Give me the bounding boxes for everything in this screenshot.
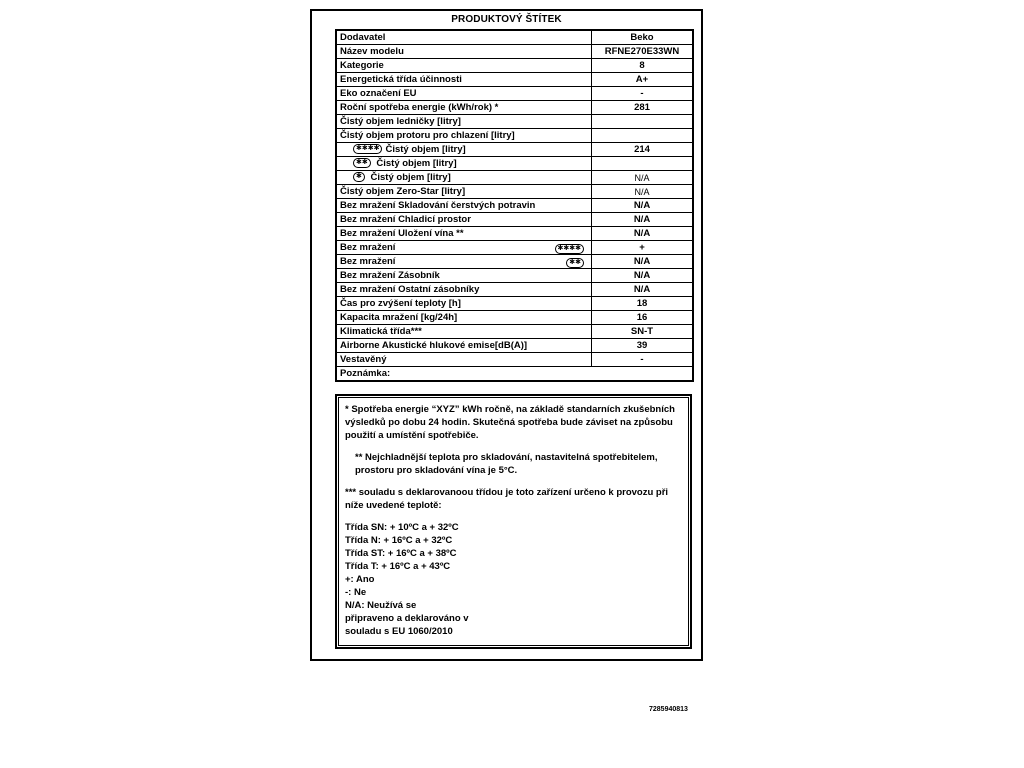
row-label: Poznámka: [337, 367, 693, 381]
table-row [337, 297, 693, 311]
document-code: 7285940813 [649, 706, 688, 713]
note-energy: * Spotřeba energie “XYZ” kWh ročně, na základě standarních zkušebních výsledků po dobu 24 hodin. Skutečná spotřeba bude záviset na způsobu použití a umístění spotřebiče. [345, 404, 675, 441]
row-label: Čistý objem [litry] [370, 171, 451, 183]
row-value [592, 129, 693, 143]
row-label: Bez mražení [340, 255, 396, 267]
row-label: Bez mražení Uložení vína ** [337, 227, 592, 241]
row-label: Klimatická třída*** [337, 325, 592, 339]
table-row [337, 115, 693, 129]
table-row [337, 157, 693, 171]
one-star-icon: ✱ [353, 172, 365, 182]
row-label: Čistý objem protoru pro chlazení [litry] [337, 129, 592, 143]
row-label: Čistý objem [litry] [376, 157, 457, 169]
spec-table [335, 29, 694, 382]
row-value: 18 [592, 297, 693, 311]
row-value: N/A [592, 255, 693, 269]
note-line: -: Ne [345, 587, 367, 598]
table-row [337, 101, 693, 115]
row-value: N/A [592, 171, 693, 185]
row-value: - [592, 87, 693, 101]
row-label: Kategorie [337, 59, 592, 73]
table-row [337, 213, 693, 227]
product-label-sheet [310, 9, 703, 661]
row-label-cell [337, 143, 592, 157]
note-line: +: Ano [345, 574, 375, 585]
row-label: Vestavěný [337, 353, 592, 367]
table-row [337, 199, 693, 213]
row-value: SN-T [592, 325, 693, 339]
row-value: 8 [592, 59, 693, 73]
row-label: Čistý objem Zero-Star [litry] [337, 185, 592, 199]
table-row [337, 269, 693, 283]
note-line: N/A: Neužívá se [345, 600, 417, 611]
table-row [337, 339, 693, 353]
table-row [337, 227, 693, 241]
table-row [337, 311, 693, 325]
note-line: souladu s EU 1060/2010 [345, 626, 453, 637]
row-value: - [592, 353, 693, 367]
label-title: PRODUKTOVÝ ŠTÍTEK [451, 14, 562, 25]
row-label: Bez mražení [340, 241, 396, 253]
note-line: Třída SN: + 10ºC a + 32ºC [345, 522, 459, 533]
note-climate: *** souladu s deklarovanoou třídou je toto zařízení určeno k provozu při níže uvedené teplotě: [345, 487, 669, 511]
note-line: Třída T: + 16ºC a + 43ºC [345, 561, 451, 572]
table-row [337, 241, 693, 255]
table-row [337, 59, 693, 73]
table-row [337, 367, 693, 381]
note-line: připraveno a deklarováno v [345, 613, 469, 624]
table-row [337, 283, 693, 297]
four-star-icon: ✱✱✱✱ [555, 244, 584, 254]
row-label: Bez mražení Zásobník [337, 269, 592, 283]
table-row [337, 129, 693, 143]
note-line: Třída ST: + 16ºC a + 38ºC [345, 548, 457, 559]
row-label: Bez mražení Chladicí prostor [337, 213, 592, 227]
four-star-icon: ✱✱✱✱ [353, 144, 382, 154]
row-label: Čas pro zvýšení teploty [h] [337, 297, 592, 311]
row-label-cell [337, 255, 592, 269]
table-row [337, 325, 693, 339]
row-value: 214 [592, 143, 693, 157]
row-value: A+ [592, 73, 693, 87]
row-label: Airborne Akustické hlukové emise[dB(A)] [337, 339, 592, 353]
row-value: N/A [592, 185, 693, 199]
row-label: Bez mražení Skladování čerstvých potravin [337, 199, 592, 213]
table-row [337, 73, 693, 87]
row-value: Beko [592, 31, 693, 45]
row-value: N/A [592, 199, 693, 213]
notes-content [338, 397, 689, 646]
row-label: Energetická třída účinnosti [337, 73, 592, 87]
row-label: Čistý objem ledničky [litry] [337, 115, 592, 129]
row-label: Čistý objem [litry] [385, 143, 466, 155]
row-label-cell [337, 171, 592, 185]
row-value: N/A [592, 227, 693, 241]
two-star-icon: ✱✱ [353, 158, 371, 168]
row-label-cell [337, 157, 592, 171]
row-value: 39 [592, 339, 693, 353]
row-value: N/A [592, 213, 693, 227]
table-row [337, 255, 693, 269]
row-label: Eko označení EU [337, 87, 592, 101]
row-value: + [592, 241, 693, 255]
row-value: RFNE270E33WN [592, 45, 693, 59]
row-value [592, 115, 693, 129]
table-row [337, 45, 693, 59]
note-wine: ** Nejchladnější teplota pro skladování, nastavitelná spotřebitelem, prostoru pro skladování vína je 5°C. [355, 452, 658, 476]
row-value: 16 [592, 311, 693, 325]
row-value: 281 [592, 101, 693, 115]
two-star-icon: ✱✱ [566, 258, 584, 268]
table-row [337, 185, 693, 199]
row-label: Bez mražení Ostatní zásobníky [337, 283, 592, 297]
note-line: Třída N: + 16ºC a + 32ºC [345, 535, 453, 546]
notes-box [335, 394, 692, 649]
table-row [337, 143, 693, 157]
row-label: Roční spotřeba energie (kWh/rok) * [337, 101, 592, 115]
table-row [337, 31, 693, 45]
table-row [337, 171, 693, 185]
row-label: Kapacita mražení [kg/24h] [337, 311, 592, 325]
row-value [592, 157, 693, 171]
table-row [337, 87, 693, 101]
table-row [337, 353, 693, 367]
row-label-cell [337, 241, 592, 255]
row-label: Název modelu [337, 45, 592, 59]
row-value: N/A [592, 269, 693, 283]
row-value: N/A [592, 283, 693, 297]
row-label: Dodavatel [337, 31, 592, 45]
